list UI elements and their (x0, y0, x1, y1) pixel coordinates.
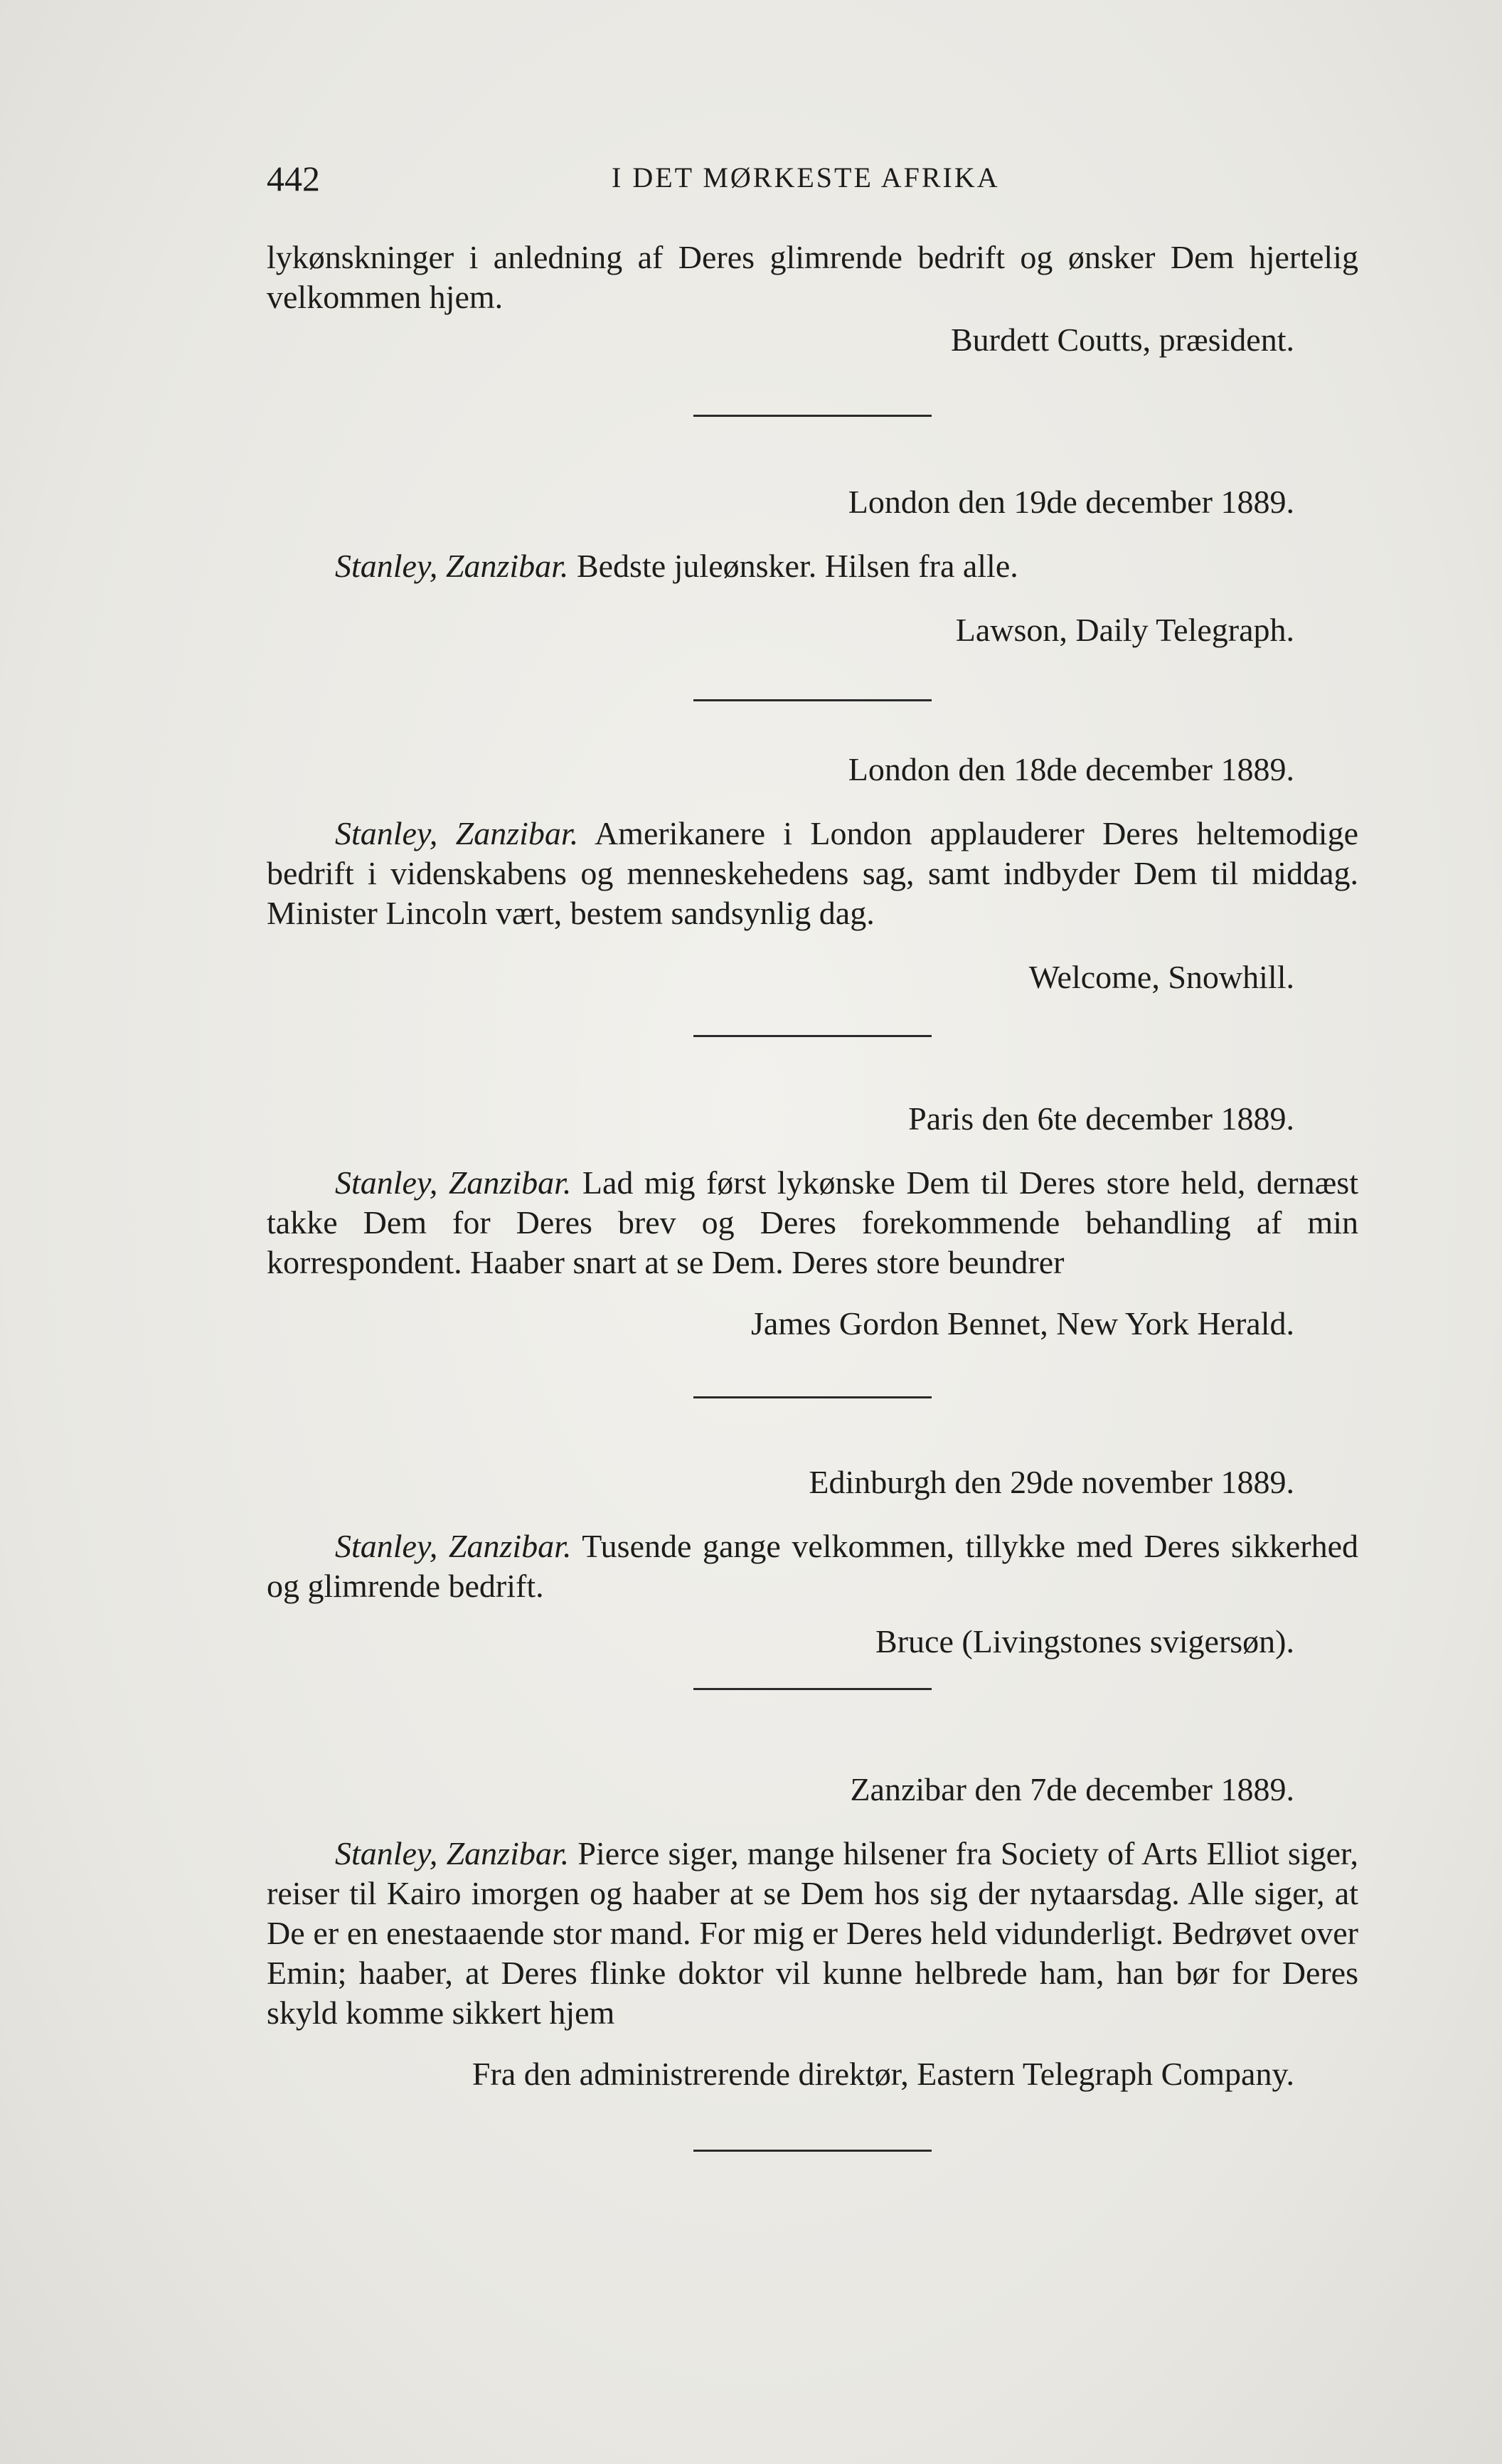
telegram-body: Tusende gange velkommen, tillykke med Deres sikkerhed og glimrende bedrift. (267, 1528, 1358, 1604)
telegram-signature: Lawson, Daily Telegraph. (955, 612, 1294, 648)
telegram-text (267, 1834, 1358, 2033)
telegram-dateline: Paris den 6te december 1889. (908, 1100, 1294, 1137)
section-divider (693, 699, 932, 701)
telegram-text (267, 814, 1358, 933)
section-divider (693, 415, 932, 417)
telegram-address: Stanley, Zanzibar. (335, 1164, 572, 1201)
telegram-text (267, 546, 1358, 586)
section-divider (693, 2150, 932, 2152)
telegram-dateline: Zanzibar den 7de december 1889. (850, 1771, 1294, 1807)
page-number: 442 (267, 159, 320, 198)
telegram-text (267, 1526, 1358, 1606)
running-title: I DET MØRKESTE AFRIKA (612, 161, 1000, 193)
telegram-1 (267, 482, 1358, 650)
telegram-body: Lad mig først lykønske Dem til Deres store held, dernæst takke Dem for Deres brev og Deres forekommende behandling af min korrespondent. Haaber snart at se Dem. Deres store beundrer (267, 1164, 1358, 1280)
telegram-2 (267, 750, 1358, 997)
section-divider (693, 1035, 932, 1037)
telegram-4 (267, 1462, 1358, 1662)
telegram-body: Amerikanere i London applauderer Deres heltemodige bedrift i videnskabens og menneskehedens sag, samt indbyder Dem til middag. Minister Lincoln vært, bestem sandsynlig dag. (267, 815, 1358, 931)
telegram-signature: James Gordon Bennet, New York Herald. (751, 1305, 1294, 1342)
section-divider (693, 1396, 932, 1398)
telegram-dateline: London den 18de december 1889. (848, 751, 1294, 787)
section-divider (693, 1688, 932, 1690)
telegram-3 (267, 1099, 1358, 1344)
telegram-text (267, 1163, 1358, 1283)
telegram-dateline: London den 19de december 1889. (848, 484, 1294, 520)
telegram-body: Pierce siger, mange hilsener fra Society of Arts Elliot siger, reiser til Kairo imorgen og haaber at se Dem hos sig der nytaarsdag. Alle siger, at De er en enestaaende stor mand. For mig er Deres held vidunderligt. Bedrøvet over Emin; haaber, at Deres flinke doktor vil kunne helbrede ham, han bør for Deres skyld komme sikkert hjem (267, 1835, 1358, 2031)
continuation-text: lykønskninger i anledning af Deres glimrende bedrift og ønsker Dem hjertelig velkommen hjem. (267, 239, 1358, 315)
telegram-signature: Bruce (Livingstones svigersøn). (875, 1623, 1294, 1660)
telegram-address: Stanley, Zanzibar. (335, 815, 579, 851)
telegram-address: Stanley, Zanzibar. (335, 1835, 570, 1871)
continuation-block (267, 238, 1358, 360)
telegram-body: Bedste juleønsker. Hilsen fra alle. (576, 548, 1018, 584)
telegram-signature: Welcome, Snowhill. (1028, 959, 1294, 995)
telegram-signature: Fra den administrerende direktør, Eastern Telegraph Company. (472, 2056, 1294, 2092)
continuation-signature: Burdett Coutts, præsident. (951, 322, 1294, 358)
telegram-5 (267, 1770, 1358, 2094)
telegram-address: Stanley, Zanzibar. (335, 1528, 572, 1564)
telegram-address: Stanley, Zanzibar. (335, 548, 569, 584)
page-header (267, 158, 1358, 201)
telegram-dateline: Edinburgh den 29de november 1889. (809, 1464, 1294, 1500)
